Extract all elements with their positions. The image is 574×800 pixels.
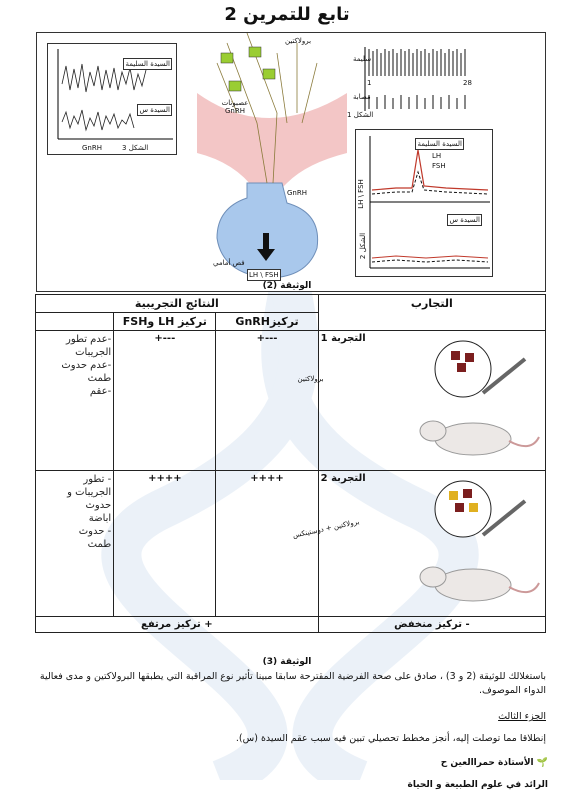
prolactin-label: برولاكتين (285, 37, 312, 45)
anterior-lobe-label: فص أمامي (213, 259, 245, 267)
exp1-result-line: -عدم تطور (66, 334, 112, 345)
document-3-caption: الوثيقة (3) (262, 657, 312, 667)
footer-subject: الرائد في علوم الطبيعة و الحياة (407, 780, 548, 790)
exp2-result-line: - تطور (83, 474, 112, 485)
table-header-row (36, 295, 546, 313)
experiments-header: التجارب (318, 295, 545, 331)
table-row (36, 471, 546, 617)
exp2-result-line: الجريبات و (67, 487, 112, 498)
figure-1-box (347, 41, 483, 119)
exp1-result-line: -عقم (89, 386, 112, 397)
table-row (36, 331, 546, 471)
lh-legend: LH (432, 152, 442, 160)
experiment-1-label: التجربة 1 (320, 333, 366, 344)
exp1-lhfsh-value: ---+ (114, 331, 216, 471)
fsh-legend: FSH (432, 162, 446, 170)
gnrh-header: تركيزGnRH (216, 313, 318, 331)
question-paragraph: باستغلالك للوثيقة (2 و 3) ، صادق على صحة الفرضية المقترحة سابقا مبينا تأثير نوع المراقبة التي يطبقها البرولاكتين و مدى فعالية الدواء الموصوف. (39, 671, 546, 696)
y-axis-lhfsh: LH \ FSH (356, 179, 365, 209)
experiment-2-label: التجربة 2 (320, 473, 366, 484)
exp2-result-line: - حدوث (78, 526, 112, 537)
exp1-result-line: الجريبات (75, 347, 112, 358)
lady-s-chart-label: السيدة س (449, 216, 480, 224)
gnrh-label: GnRH (287, 189, 307, 197)
fig1-label: الشكل 1 (347, 111, 374, 119)
exp1-result (36, 331, 114, 471)
lady-s-label: السيدة س (139, 106, 170, 114)
document-2-caption: الوثيقة (2) (262, 281, 312, 291)
exp2-result-line: حدوث (85, 500, 112, 511)
page-title: تابع للتمرين 2 (224, 4, 350, 25)
part-three-heading: الجزء الثالث (498, 711, 546, 722)
experiments-table (35, 294, 546, 633)
exp2-result-line: طمث (87, 539, 112, 550)
fig3-label: الشكل 3 (122, 144, 149, 152)
exp2-result (36, 471, 114, 617)
gnrh-neurons-label: عصبونات GnRH (221, 99, 249, 115)
exp1-gnrh-value: ---+ (216, 331, 318, 471)
document-2-figure (36, 32, 546, 292)
mouse-injection-1 (413, 333, 543, 463)
figure-3-box (47, 43, 177, 155)
legend-high: + تركيز مرتفع (36, 617, 319, 633)
plant-icon: 🌱 (536, 758, 548, 768)
exp2-result-line: اباضة (88, 513, 112, 524)
hypothalamus-pituitary-diagram (187, 33, 347, 289)
legend-low: - تركيز منخفض (318, 617, 545, 633)
vial-label-1: برولاكتين (297, 374, 324, 383)
healthy-chart-label: السيدة السليمة (417, 140, 462, 148)
teacher-name (441, 758, 548, 768)
fig2-label: الشكل 2 (359, 232, 368, 260)
lh-fsh-curves (356, 130, 492, 276)
exp1-result-line: -عدم حدوث (61, 360, 112, 371)
experiment-2-cell (318, 471, 545, 617)
teacher-name-text: الأستاذة حمراالعين ح (440, 758, 534, 768)
figure-2-box (355, 129, 493, 277)
axis-start-1: 1 (367, 79, 372, 87)
results-header: النتائج التجريبية (36, 295, 319, 313)
experiment-1-cell (297, 331, 545, 471)
gnrh-axis-label: GnRH (82, 144, 102, 152)
healthy-vertical-label: سليمة (353, 55, 372, 63)
healthy-label: السيدة السليمة (125, 60, 170, 68)
patient-vertical-label: مصابة (353, 93, 371, 101)
lhfsh-header: تركيز LH وFSH (114, 313, 216, 331)
vial-label-2: برولاكتين + دوستينكس (292, 517, 361, 540)
lh-fsh-output-label: LH \ FSH (249, 271, 279, 279)
legend-row (36, 617, 546, 633)
exp1-result-line: طمث (87, 373, 112, 384)
exp2-gnrh-value: ++++ (216, 471, 318, 617)
axis-end-28: 28 (463, 79, 472, 87)
final-question: إنطلاقا مما توصلت إليه، أنجز مخطط تحصيلي تبين فيه سبب عقم السيدة (س). (235, 733, 546, 744)
mouse-injection-2 (413, 473, 543, 609)
exp2-lhfsh-value: ++++ (114, 471, 216, 617)
